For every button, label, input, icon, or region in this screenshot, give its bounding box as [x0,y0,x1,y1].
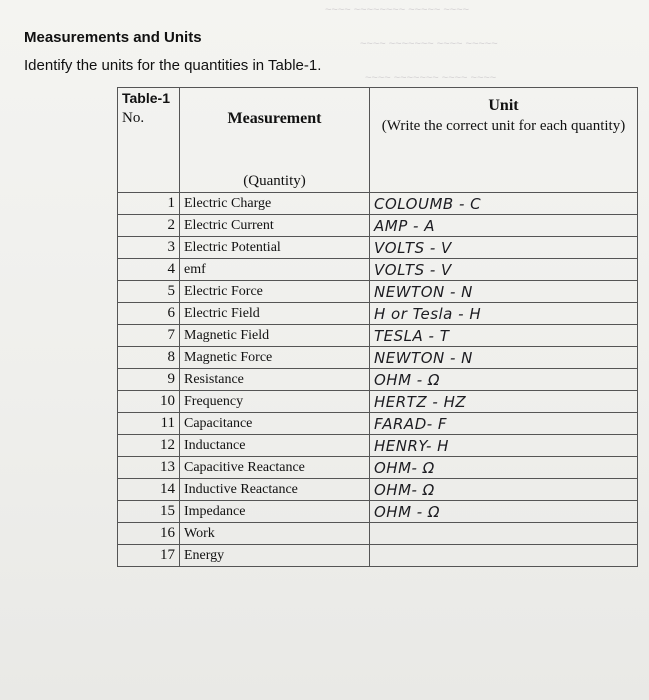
row-quantity: Impedance [180,501,370,523]
row-number: 10 [118,391,180,413]
row-unit-answer: OHM - Ω [370,501,638,523]
header-unit [370,88,638,193]
table-row [118,215,638,237]
table-row [118,325,638,347]
row-number: 9 [118,369,180,391]
row-number: 8 [118,347,180,369]
table-row [118,391,638,413]
table-header-row [118,88,638,193]
header-unit-instruction: (Write the correct unit for each quantity) [381,118,626,134]
instruction-text: Identify the units for the quantities in Table-1. [24,57,322,74]
row-unit-answer: VOLTS - V [370,237,638,259]
row-unit-answer: HERTZ - HZ [370,391,638,413]
row-quantity: Electric Force [180,281,370,303]
row-quantity: Electric Field [180,303,370,325]
table-row [118,457,638,479]
header-measurement [180,88,370,193]
row-number: 11 [118,413,180,435]
row-unit-answer: NEWTON - N [370,347,638,369]
row-unit-answer: OHM - Ω [370,369,638,391]
table-row [118,281,638,303]
row-unit-answer: COLOUMB - C [370,193,638,215]
row-number: 12 [118,435,180,457]
row-unit-answer: HENRY- H [370,435,638,457]
row-quantity: Magnetic Field [180,325,370,347]
row-quantity: Inductance [180,435,370,457]
header-unit-label: Unit [488,97,519,114]
row-unit-answer: AMP - A [370,215,638,237]
row-unit-answer: TESLA - T [370,325,638,347]
table-row [118,479,638,501]
row-quantity: Inductive Reactance [180,479,370,501]
row-quantity: Frequency [180,391,370,413]
row-unit-answer: OHM- Ω [370,479,638,501]
row-unit-answer: VOLTS - V [370,259,638,281]
row-number: 16 [118,523,180,545]
row-quantity: Electric Charge [180,193,370,215]
row-number: 17 [118,545,180,567]
table-row [118,545,638,567]
bleed-through-mark: ~~~~ ~~~~~~~~ ~~~~~ ~~~~ [325,4,470,16]
table-caption: Table-1 [122,90,170,106]
row-quantity: Capacitive Reactance [180,457,370,479]
row-unit-answer: FARAD- F [370,413,638,435]
bleed-through-mark: ~~~~ ~~~~~~~ ~~~~ ~~~~ [365,72,497,84]
table-row [118,523,638,545]
table-row [118,193,638,215]
row-quantity: Resistance [180,369,370,391]
table-row [118,369,638,391]
row-quantity: Magnetic Force [180,347,370,369]
table-row [118,413,638,435]
header-measurement-label: Measurement [227,110,322,127]
row-number: 14 [118,479,180,501]
table-row [118,237,638,259]
units-table [117,87,638,567]
row-quantity: emf [180,259,370,281]
row-unit-answer [370,545,638,567]
row-quantity: Electric Potential [180,237,370,259]
row-unit-answer [370,523,638,545]
row-quantity: Energy [180,545,370,567]
row-quantity: Capacitance [180,413,370,435]
row-number: 3 [118,237,180,259]
table-row [118,347,638,369]
row-number: 13 [118,457,180,479]
page-heading: Measurements and Units [24,29,202,46]
table-row [118,303,638,325]
table-row [118,259,638,281]
row-unit-answer: OHM- Ω [370,457,638,479]
row-unit-answer: NEWTON - N [370,281,638,303]
row-number: 4 [118,259,180,281]
row-unit-answer: H or Tesla - H [370,303,638,325]
table-row [118,501,638,523]
table-row [118,435,638,457]
bleed-through-mark: ~~~~ ~~~~~~~ ~~~~ ~~~~~ [360,38,498,50]
header-quantity-label: (Quantity) [243,173,306,189]
row-quantity: Electric Current [180,215,370,237]
row-number: 2 [118,215,180,237]
row-quantity: Work [180,523,370,545]
header-no: No. [118,88,180,193]
row-number: 7 [118,325,180,347]
row-number: 1 [118,193,180,215]
row-number: 15 [118,501,180,523]
row-number: 5 [118,281,180,303]
row-number: 6 [118,303,180,325]
